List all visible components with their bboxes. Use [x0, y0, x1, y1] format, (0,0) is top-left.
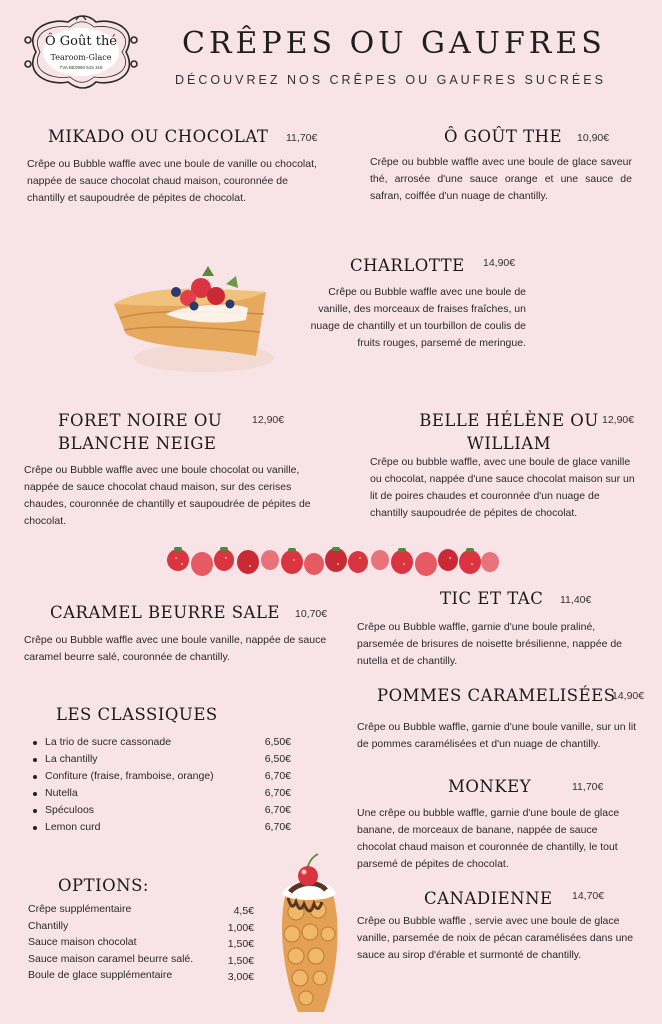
item-name-charlotte: CHARLOTTE: [350, 256, 465, 275]
crepe-illustration: [106, 258, 286, 382]
item-name-mikado: MIKADO OU CHOCOLAT: [48, 127, 269, 146]
item-name-pommes: POMMES CARAMELISÉES: [377, 686, 616, 705]
page-title: CRÊPES OU GAUFRES: [182, 26, 606, 61]
item-name-monkey: MONKEY: [448, 777, 532, 796]
item-desc-ogoutthe: Crêpe ou bubble waffle avec une boule de glace saveur thé, arrosée d'une sauce orange et une sauce de safran, coiffée d'un nuage de chantilly.: [370, 156, 632, 202]
item-name-ogoutthe: Ô GOÛT THE: [444, 127, 563, 146]
list-item: Chantilly 1,00€: [28, 919, 254, 934]
bubble-waffle-illustration: [268, 852, 350, 1016]
item-desc-caramel: Crêpe ou Bubble waffle avec une boule vanille, nappée de sauce caramel beurre salé, couronnée de chantilly.: [24, 634, 327, 663]
logo: [18, 10, 144, 94]
list-item: Spéculoos 6,70€: [33, 802, 291, 819]
item-price-caramel: 10,70€: [295, 608, 328, 620]
item-name-tictac: TIC ET TAC: [440, 589, 544, 608]
item-name-foret: FORET NOIRE OU BLANCHE NEIGE: [58, 411, 223, 453]
item-desc-pommes: Crêpe ou Bubble waffle, garnie d'une boule vanille, sur un lit de pommes caramélisées et d'un nuage de chantilly.: [357, 721, 637, 750]
classiques-list: [33, 734, 291, 836]
item-name-belle: BELLE HÉLÈNE OU WILLIAM: [419, 411, 599, 453]
list-item: La chantilly 6,50€: [33, 751, 291, 768]
page-subtitle: DÉCOUVREZ NOS CRÊPES OU GAUFRES SUCRÉES: [175, 73, 606, 87]
logo-tva: TVA BE0860 515 318: [59, 65, 103, 70]
item-name-caramel: CARAMEL BEURRE SALE: [50, 603, 280, 622]
item-desc-canadienne: Crêpe ou Bubble waffle , servie avec une boule de glace vanille, parsemée de noix de pécan caramélisées dans une sauce au sirop d'érable et surmonté de chantilly.: [357, 915, 634, 961]
item-price-belle: 12,90€: [602, 414, 635, 426]
options-title: OPTIONS:: [58, 876, 149, 895]
item-price-canadienne: 14,70€: [572, 890, 605, 902]
classiques-title: LES CLASSIQUES: [56, 705, 218, 724]
logo-name: Ô Goût thé: [44, 34, 118, 49]
item-price-mikado: 11,70€: [286, 132, 318, 144]
list-item: Boule de glace supplémentaire 3,00€: [28, 969, 254, 983]
item-name-canadienne: CANADIENNE: [424, 889, 553, 908]
item-price-ogoutthe: 10,90€: [577, 132, 610, 144]
item-desc-foret: Crêpe ou Bubble waffle avec une boule chocolat ou vanille, nappée de sauce chocolat chaud maison, sur des cerises chaudes, couronnée de chantilly et saupoudrée de pépites de chocolat.: [24, 464, 311, 527]
list-item: La trio de sucre cassonade 6,50€: [33, 734, 291, 751]
options-list: [28, 901, 254, 984]
logo-tagline: Tearoom-Glace: [50, 53, 112, 62]
item-desc-mikado: Crêpe ou Bubble waffle avec une boule de vanille ou chocolat, nappée de sauce chocolat chaud maison, couronnée de chantilly et saupoudrée de pépites de chocolat.: [27, 158, 317, 204]
list-item: Sauce maison chocolat 1,50€: [28, 936, 254, 950]
item-price-charlotte: 14,90€: [483, 257, 516, 269]
item-desc-charlotte: Crêpe ou Bubble waffle avec une boule de vanille, des morceaux de fraises fraîches, un nuage de chantilly et un tourbillon de coulis de fruits rouges, parsemé de meringue.: [310, 286, 526, 349]
item-desc-tictac: Crêpe ou Bubble waffle, garnie d'une boule praliné, parsemée de brisures de noisette brésilienne, nappée de nutella et de chantilly.: [357, 621, 623, 667]
list-item: Confiture (fraise, framboise, orange) 6,70€: [33, 768, 291, 785]
strawberry-divider: [164, 544, 504, 580]
list-item: Lemon curd 6,70€: [33, 819, 291, 836]
list-item: Sauce maison caramel beurre salé. 1,50€: [28, 952, 254, 967]
item-price-monkey: 11,70€: [572, 781, 604, 793]
item-price-pommes: 14,90€: [612, 690, 645, 702]
item-desc-monkey: Une crêpe ou bubble waffle, garnie d'une boule de glace banane, de morceaux de banane, nappée de sauce chocolat chaud maison et couronnée de chantilly, le tout parsemé de pépites de chocolat.: [357, 807, 620, 870]
item-desc-belle: Crêpe ou bubble waffle, avec une boule de glace vanille ou chocolat, nappée d'une sauce chocolat maison sur un lit de poires chaudes et couronnée d'un nuage de chantilly saupoudrée de pépites de chocolat.: [370, 456, 635, 519]
item-price-foret: 12,90€: [252, 414, 285, 426]
list-item: Crêpe supplémentaire 4,5€: [28, 903, 254, 917]
list-item: Nutella 6,70€: [33, 785, 291, 802]
item-price-tictac: 11,40€: [560, 594, 592, 606]
